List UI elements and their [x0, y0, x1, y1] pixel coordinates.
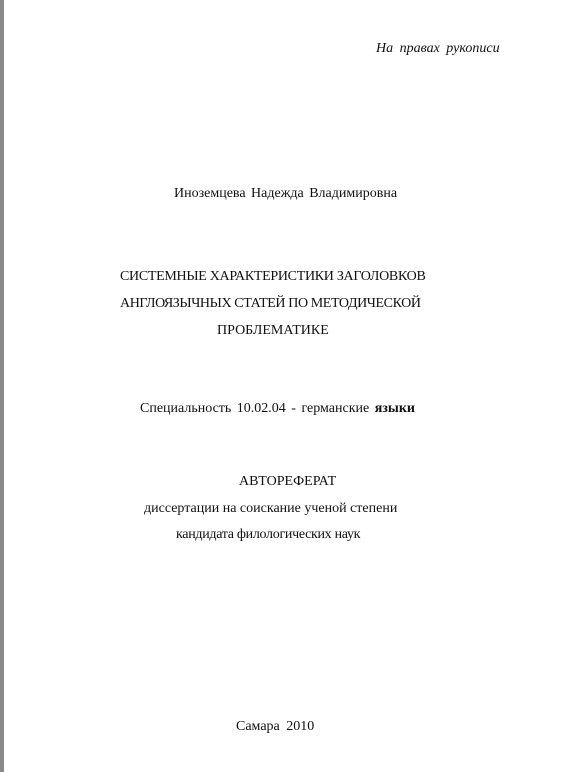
- city-year: Самара 2010: [236, 719, 315, 734]
- title-line-1: СИСТЕМНЫЕ ХАРАКТЕРИСТИКИ ЗАГОЛОВКОВ: [120, 269, 426, 284]
- title-line-2: АНГЛОЯЗЫЧНЫХ СТАТЕЙ ПО МЕТОДИЧЕСКОЙ: [120, 296, 421, 311]
- author-name: Иноземцева Надежда Владимировна: [174, 186, 398, 201]
- page-left-edge: [0, 0, 4, 772]
- specialty-line: [140, 400, 415, 418]
- rights-note: На правах рукописи: [376, 41, 500, 56]
- title-line-3: ПРОБЛЕМАТИКЕ: [217, 323, 329, 338]
- specialty-bold-word: языки: [374, 401, 415, 416]
- academic-degree: кандидата филологических наук: [176, 527, 361, 542]
- document-purpose: диссертации на соискание ученой степени: [144, 501, 398, 516]
- specialty-text: Специальность 10.02.04 - германские: [140, 401, 370, 416]
- document-type: АВТОРЕФЕРАТ: [239, 474, 337, 489]
